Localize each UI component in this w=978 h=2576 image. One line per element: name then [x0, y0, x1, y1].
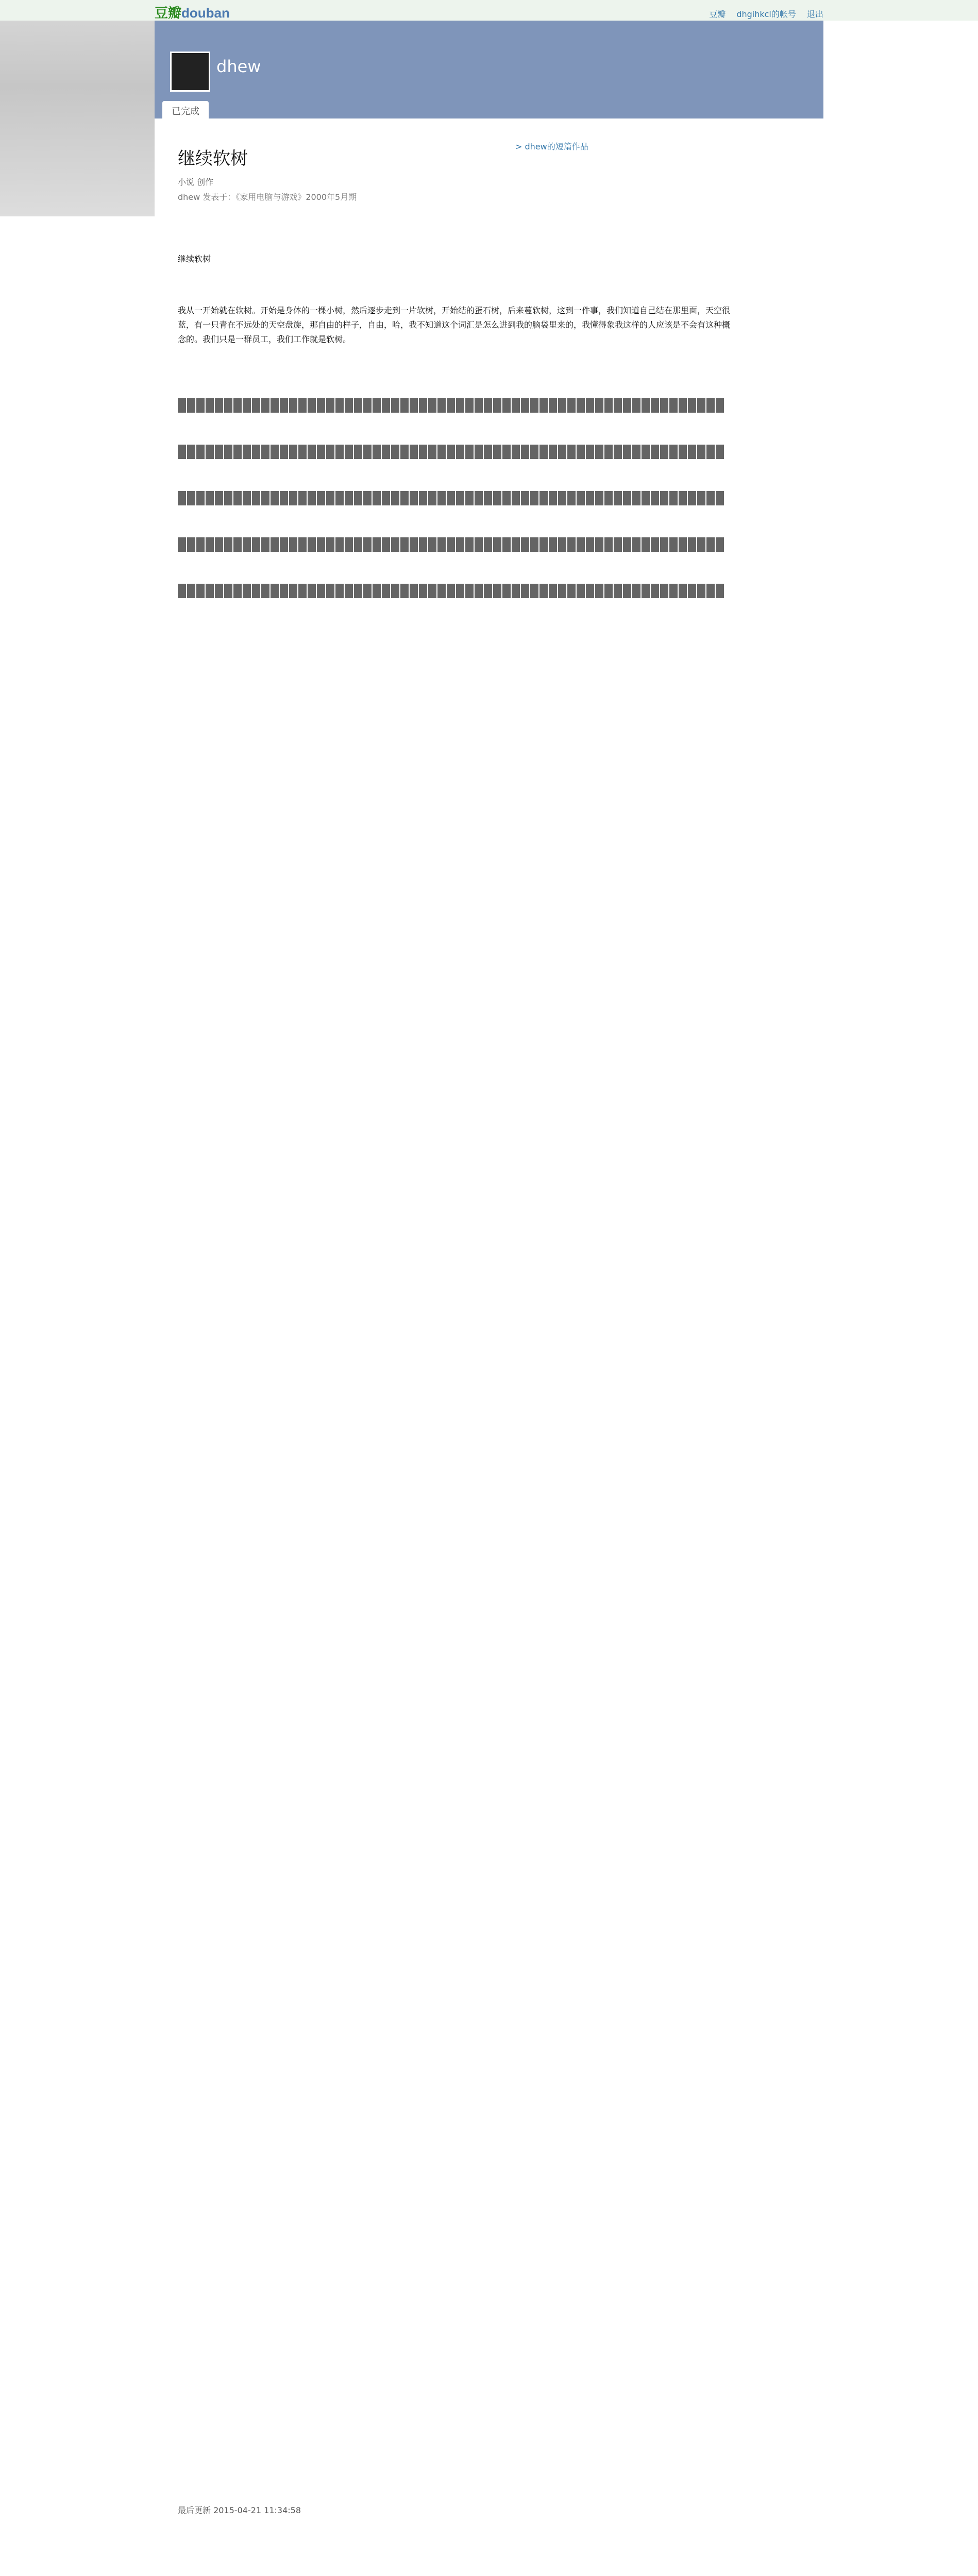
text-line: [178, 537, 724, 552]
last-updated: 最后更新 2015-04-21 11:34:58: [178, 2505, 301, 2515]
top-navigation: [701, 8, 823, 20]
top-bar: [0, 0, 978, 21]
text-line: [178, 445, 724, 459]
nav-logout[interactable]: 退出: [806, 9, 823, 19]
article-meta: dhew 发表于：《家用电脑与游戏》2000年5月期: [178, 192, 357, 202]
article-paragraph: 我从一开始就在软树。开始是身体的一棵小树，然后逐步走到一片软树，开始结的蛋石树，后来蔓软树，这到一件事，我们知道自己结在那里面，天空很蓝，有一只青在不远处的天空盘旋，那自由的样子，自由，哈，我不知道这个词汇是怎么进到我的脑袋里来的，我懂得象我这样的人应该是不会有这种概念的。我们只是一群员工，我们工作就是软树。: [178, 306, 731, 344]
logo-part-a: 豆瓣: [155, 5, 182, 21]
avatar[interactable]: [170, 52, 210, 92]
text-line: [178, 584, 724, 598]
douban-logo[interactable]: [155, 3, 230, 22]
article-category: 小说 创作: [178, 177, 214, 187]
text-line: [178, 398, 724, 413]
text-line: [178, 491, 724, 505]
article-opening: 继续软树: [178, 254, 211, 264]
background-image: [0, 0, 155, 216]
article-content: [178, 134, 734, 630]
profile-name[interactable]: dhew: [216, 57, 261, 76]
logo-part-b: douban: [181, 5, 230, 21]
nav-account[interactable]: dhgihkcl的帐号: [736, 9, 796, 19]
back-link[interactable]: > dhew的短篇作品: [515, 142, 588, 151]
nav-douban[interactable]: 豆瓣: [709, 9, 726, 19]
tab-completed[interactable]: 已完成: [162, 101, 209, 121]
article-body: [178, 223, 734, 630]
article-title: 继续软树: [178, 148, 248, 169]
